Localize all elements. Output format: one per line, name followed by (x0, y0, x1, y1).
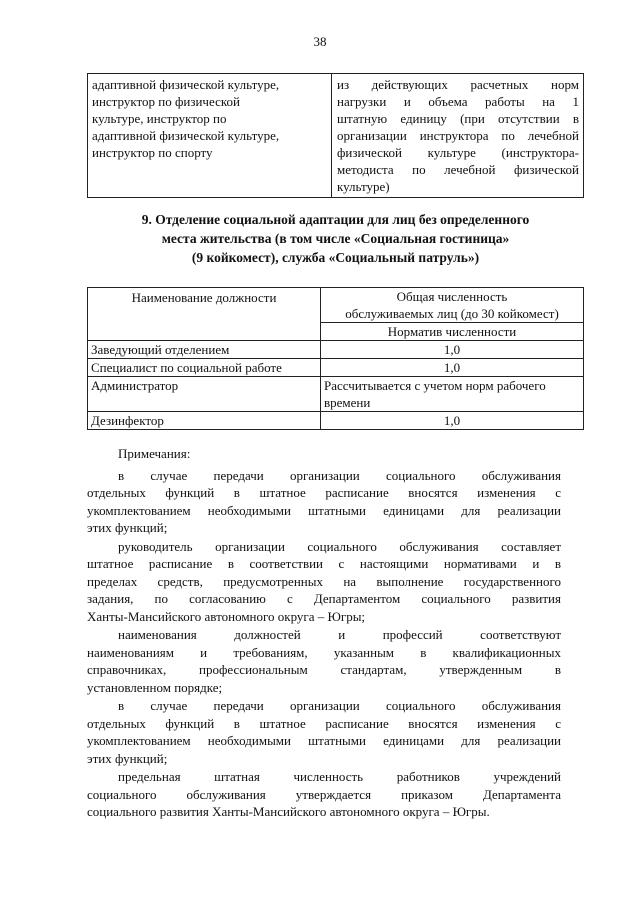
cell-line: из действующих расчетных норм (337, 77, 579, 92)
continuation-right-cell (332, 74, 584, 198)
position-cell: Специалист по социальной работе (88, 359, 321, 377)
table-row (88, 74, 584, 198)
note-line: социального развития Ханты-Мансийского автономного округа – Югры. (87, 804, 490, 819)
cell-line: культуре) (337, 179, 390, 194)
header-line: Общая численность (396, 289, 508, 304)
heading-line: 9. Отделение социальной адаптации для лиц без определенного (141, 212, 530, 227)
position-cell: Заведующий отделением (88, 341, 321, 359)
header-line: обслуживаемых лиц (до 30 койкомест) (345, 306, 559, 321)
cell-line: культуре, инструктор по (92, 111, 227, 126)
note-line: задания, по согласованию с Департаментом социального развития (87, 591, 561, 606)
cell-line: методиста по лечебной физической (337, 162, 579, 177)
note-paragraph (87, 626, 561, 696)
table-header-row (88, 288, 584, 323)
note-line: социального обслуживания утверждается приказом Департамента (87, 786, 561, 802)
note-line: в случае передачи организации социального обслуживания (118, 698, 561, 713)
norm-column-header: Норматив численности (321, 323, 584, 341)
table-row (88, 377, 584, 412)
section-heading (87, 210, 584, 267)
norm-cell: Рассчитывается с учетом норм рабочего времени (321, 377, 584, 412)
table-row (88, 359, 584, 377)
table-row (88, 341, 584, 359)
cell-line: штатную единицу (при отсутствии в (337, 111, 579, 126)
note-line: Ханты-Мансийского автономного округа – Югры; (87, 608, 366, 624)
note-line: отдельных функций в штатное расписание вносятся изменения с (87, 485, 561, 500)
cell-line: адаптивной физической культуре, (92, 128, 280, 143)
note-line: наименования должностей и профессий соответствуют (118, 627, 561, 642)
page-number: 38 (313, 34, 327, 49)
note-paragraph (87, 538, 561, 626)
note-line: этих функций; (87, 750, 168, 766)
cell-line: нагрузки и объема работы на 1 (337, 94, 579, 109)
note-line: укомплектованием необходимыми штатными единицами для реализации (87, 733, 561, 748)
note-line: укомплектованием необходимыми штатными единицами для реализации (87, 502, 561, 518)
position-column-header: Наименование должности (88, 288, 321, 341)
heading-line: места жительства (в том числе «Социальная гостиница» (161, 231, 510, 246)
note-line: справочниках, профессиональным стандартам, утвержденным в (87, 662, 561, 677)
cell-line: инструктор по физической (92, 94, 240, 109)
norm-cell: 1,0 (321, 341, 584, 359)
note-paragraph (87, 768, 561, 821)
notes-title: Примечания: (118, 446, 191, 461)
note-line: предельная штатная численность работников учреждений (118, 769, 561, 784)
norm-cell: 1,0 (321, 359, 584, 377)
note-paragraph (87, 467, 561, 537)
notes-paragraphs (87, 467, 561, 821)
position-cell: Администратор (88, 377, 321, 412)
note-line: этих функций; (87, 520, 168, 535)
continuation-table (87, 73, 584, 198)
count-column-header (321, 288, 584, 323)
norm-cell: 1,0 (321, 412, 584, 430)
note-line: руководитель организации социального обслуживания составляет (118, 538, 561, 554)
notes-section (87, 445, 561, 821)
position-cell: Дезинфектор (88, 412, 321, 430)
note-line: пределах средств, предусмотренных на выполнение государственного (87, 573, 561, 589)
note-line: отдельных функций в штатное расписание вносятся изменения с (87, 715, 561, 731)
cell-line: физической культуре (инструктора- (337, 145, 579, 160)
note-line: в случае передачи организации социального обслуживания (118, 467, 561, 483)
table-row (88, 412, 584, 430)
heading-line: (9 койкомест), служба «Социальный патруль») (191, 250, 480, 265)
note-paragraph (87, 697, 561, 767)
cell-line: адаптивной физической культуре, (92, 77, 280, 92)
note-line: установленном порядке; (87, 679, 223, 695)
cell-line: инструктор по спорту (92, 145, 213, 160)
staff-norms-table (87, 287, 584, 430)
continuation-left-cell (88, 74, 332, 198)
note-line: наименованиям и требованиям, указанным в квалификационных (87, 644, 561, 660)
note-line: штатное расписание в соответствии с настоящими нормативами и в (87, 556, 561, 571)
cell-line: организации инструктора по лечебной (337, 128, 579, 143)
